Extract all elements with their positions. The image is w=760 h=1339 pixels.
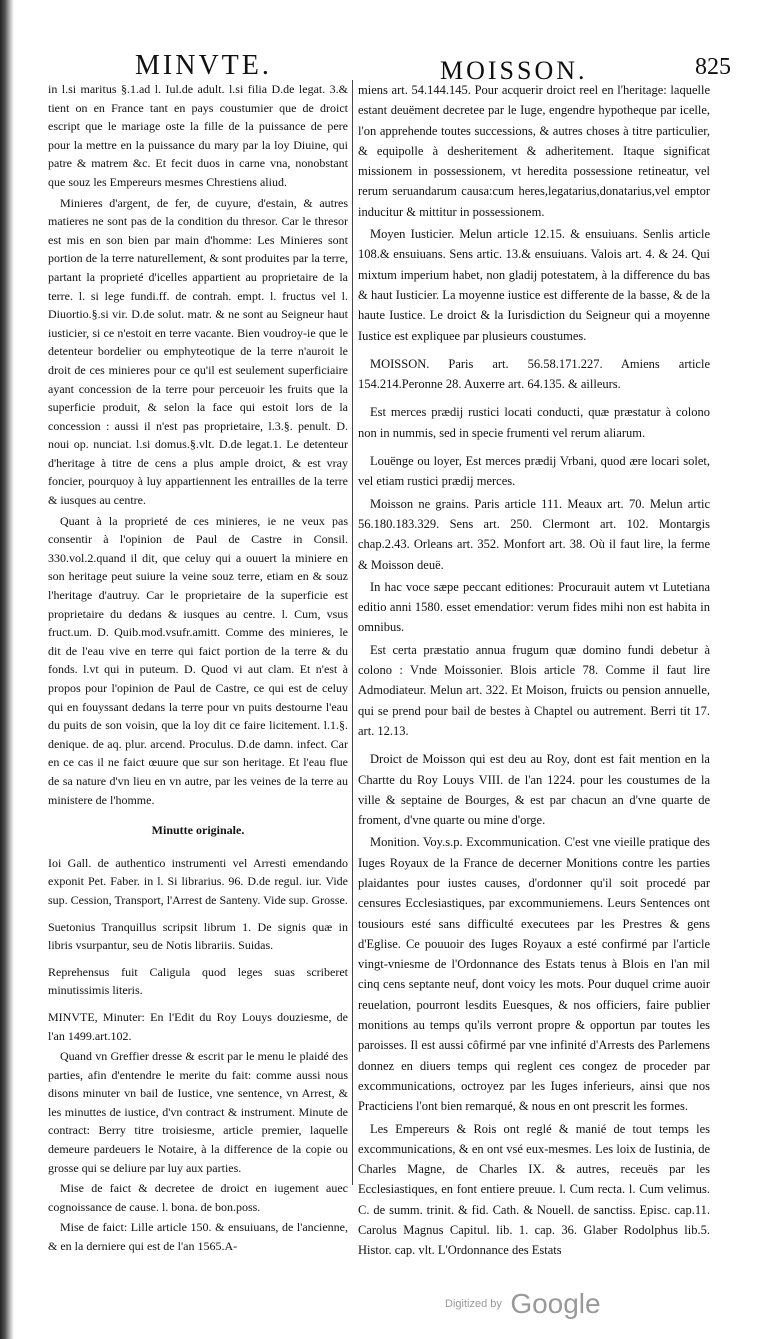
paragraph: Monition. Voy.s.p. Excommunication. C'est vne vieille pratique des Iuges Royaux de la France de decerner Monitions contre les parties plaidantes pour iustes causes, d'ordonner qu'il soit procedé par censures Ecclesiastiques, par excommuniemens. Leurs Sentences ont tousiours esté sans difficulté executees par les Prestres & gens d'Eglise. Ce pouuoir des Iuges Royaux a esté confirmé par l'article vingt-vniesme de l'Ordonnance des Estats tenus à Blois en l'an mil cinq cens septante neuf, dont voicy les mots. Pour duquel crime auoir reuelation, pourront lesdits Euesques, & nos officiers, faire publier monitions au temps qu'ils verront propre & opportun par toutes les paroisses. Il est aussi côfirmé par vne infinité d'Arrests des Parlemens donnez en diuers temps qui reglent ces congez de proceder par excommunications, octroyez par les Iuges inferieurs, ainsi que nos Practiciens l'ont bien remarqué, & nous en ont prescrit les formes.	[358, 835, 710, 1114]
paragraph: Moisson ne grains. Paris article 111. Meaux art. 70. Melun artic 56.180.183.329. Sens art. 250. Clermont art. 102. Montargis chap.2.43. Orleans art. 352. Monfort art. 38. Où il faut lire, la ferme & Moisson deuë.	[358, 496, 710, 572]
paragraph: Les Empereurs & Rois ont reglé & manié de tout temps les excommunications, & en ont vsé eux-mesmes. Les loix de Iustinia, de Charles Magne, de Charles IX. & autres, receuës par les Ecclesiastiques, en font entiere preuue. l. Cum recta. l. Cum velimus. C. de summ. trinit. & fid. Cath. & Nouell. de sanctiss. Episc. cap.11. Carolus Magnus Capitul. lib. 1. cap. 36. Glaber Rodolphus lib.5. Histor. cap. vlt. L'Ordonnance des Estats	[358, 1121, 710, 1258]
paragraph: Mise de faict & decretee de droict en iugement auec cognoissance de cause. l. bona. de bon.poss.	[48, 1181, 348, 1214]
paragraph: Droict de Moisson qui est deu au Roy, dont est fait mention en la Chartte du Roy Louys VIII. de l'an 1224. pour les coustumes de la ville & septaine de Bourges, & est par chacun an d'vne quarte de froment, d'vne quarte ou mine d'orge.	[358, 752, 710, 828]
paragraph: Est merces prædij rustici locati conducti, quæ præstatur à colono non in nummis, sed in specie frumenti vel rerum aliarum.	[358, 405, 710, 440]
paragraph: Reprehensus fuit Caligula quod leges suas scriberet minutissimis literis.	[48, 964, 348, 998]
digitized-watermark	[445, 1288, 601, 1320]
watermark-prefix: Digitized by	[445, 1298, 502, 1310]
left-column	[48, 80, 348, 1258]
paragraph: In hac voce sæpe peccant editiones: Procurauit autem vt Lutetiana editio anni 1580. esset emendatior: verum fides mihi non est habita in omnibus.	[358, 579, 710, 635]
section-heading: Minutte originale.	[151, 823, 245, 838]
binding-gutter	[0, 0, 14, 1339]
column-divider	[352, 80, 353, 1185]
running-head-right: MOISSON.	[440, 56, 588, 85]
paragraph: Quant à la proprieté de ces minieres, ie ne veux pas consentir à l'opinion de Paul de Castre in Consil. 330.vol.2.quand il dit, que celuy qui a ouuert la miniere en son heritage peut suiure la veine souz terre, etiam en & souz l'heritage d'autruy. Car le proprietaire de la superficie est proprietaire du dedans & iusques au centre. l. Cum, vsus fruct.um. D. Quib.mod.vsufr.amitt. Comme des minieres, le dit de l'eau vive en terre qui faict portion de la terre & du fonds. l.vt qui in puteum. D. Quod vi aut clam. Et n'est à propos pour l'opinion de Paul de Castre, ce qui est de celuy qui en fouyssant dedans la terre pour vn puits destourne l'eau du puits de son voisin, que la loy dit ce faire licitement. l.1.§. denique. de aq. plur. arcend. Proculus. D.de damn. infect. Car en ce cas il ne faict œuure que sur son heritage. Et l'eau flue de sa nature d'vn lieu en vn autre, par les veines de la terre au ministere de l'homme.	[48, 513, 348, 807]
paragraph: Ioi Gall. de authentico instrumenti vel Arresti emendando exponit Pet. Faber. in l. Si librarius. 96. D.de regul. iur. Vide sup. Cession, Transport, l'Arrest de Santeny. Vide sup. Grosse.	[48, 855, 348, 907]
paragraph: Est certa præstatio annua frugum quæ domino fundi debetur à colono : Vnde Moissonier. Blois article 78. Comme il faut lire Admodiateur. Melun art. 322. Et Moison, fruicts ou pension annuelle, qui se prend pour bail de bestes à Chaptel ou autrement. Berri tit 17. art. 12.13.	[358, 642, 710, 738]
paragraph: Minieres d'argent, de fer, de cuyure, d'estain, & autres matieres ne sont pas de la condition du thresor. Car le thresor est mis en son bien par main d'homme: Les Minieres sont portion de la terre naturellement, & sont produites par la terre, partant la proprieté d'icelles appartient au proprietaire de la terre. l. si lege fundi.ff. de contrah. empt. l. fructus vel l. Diuortio.§.si vir. D.de solut. matr. & ne sont au Seigneur haut iusticier, si ce n'estoit en terre vacante. Bien voudroy-ie que le detenteur bordelier ou emphyteotique de la terre n'auroit le droit de ces minieres pour ce qu'il est seulement superficiaire ayant concession de la terre pour perceuoir les fruits que la superficie produit, & selon la face qui estoit lors de la concession : aussi il n'est pas proprietaire, l.3.§. penult. D. noui op. nunciat. l.si domus.§.vlt. D.de legat.1. Le detenteur d'heritage à titre de cens a plus ample droict, & est vray foncier, pourquoy à luy appartiennent les entrailles de la terre & iusques au centre.	[48, 195, 348, 508]
paragraph: Quand vn Greffier dresse & escrit par le menu le plaidé des parties, afin d'entendre le merite du fait: comme aussi nous disons minuter vn bail de Iustice, vne sentence, vn Arrest, & les minuttes de iustice, d'vn contract & instrument. Minute de contract: Berry titre troisiesme, article premier, laquelle demeure pardeuers le Notaire, à la difference de la copie ou grosse qui se deliure par luy aux parties.	[48, 1049, 348, 1175]
google-logo: Google	[510, 1288, 601, 1319]
page-number: 825	[695, 54, 731, 80]
paragraph: MOISSON. Paris art. 56.58.171.227. Amiens article 154.214.Peronne 28. Auxerre art. 64.135. & ailleurs.	[358, 356, 710, 392]
paragraph: MINVTE, Minuter: En l'Edit du Roy Louys douziesme, de l'an 1499.art.102.	[48, 1009, 348, 1043]
paragraph: Suetonius Tranquillus scripsit librum 1. De signis quæ in libris vsurpantur, seu de Notis librariis. Suidas.	[48, 919, 348, 953]
paragraph: Moyen Iusticier. Melun article 12.15. & ensuiuans. Senlis article 108.& ensuiuans. Sens artic. 13.& ensuiuans. Valois art. 4. & 24. Qui mixtum imperium habet, non gladij potestatem, à la difference du bas & haut Iusticier. La moyenne iustice est differente de la basse, & de la haute Iustice. Le droict & la Iurisdiction du Seigneur qui a moyenne Iustice est expliquee par plusieurs coustumes.	[358, 227, 710, 343]
running-head-left: MINVTE.	[135, 50, 272, 81]
paragraph: miens art. 54.144.145. Pour acquerir droict reel en l'heritage: laquelle estant deuëment decretee par le Iuge, engendre hypotheque par icelle, l'on apprehende toutes successions, & autres choses à titre particulier, & equipolle à desheritement & adheritement. Itaque significat missionem in possessionem, vt heredita possessione retineatur, vel rerum seruandarum causa:cum heres,legatarius,donatarius,vel emptor inducitur & mittitur in possessionem.	[358, 83, 710, 219]
paragraph: in l.si maritus §.1.ad l. Iul.de adult. l.si filia D.de legat. 3.& tient on en France tant en pays coustumier que de droict escript que le mariage oste la fille de la puissance de pere pour la mettre en la puissance du mary par la loy Diuine, qui patre & matrem &c. Et fecit duos in carne vna, nonobstant que souz les Empereurs mesmes Chrestiens aliud.	[48, 82, 348, 189]
paragraph: Louënge ou loyer, Est merces prædij Vrbani, quod ære locari solet, vel etiam rustici prædij merces.	[358, 454, 710, 489]
right-column	[358, 80, 710, 1263]
paragraph: Mise de faict: Lille article 150. & ensuiuans, de l'ancienne, & en la derniere qui est de l'an 1565.A-	[48, 1220, 348, 1254]
